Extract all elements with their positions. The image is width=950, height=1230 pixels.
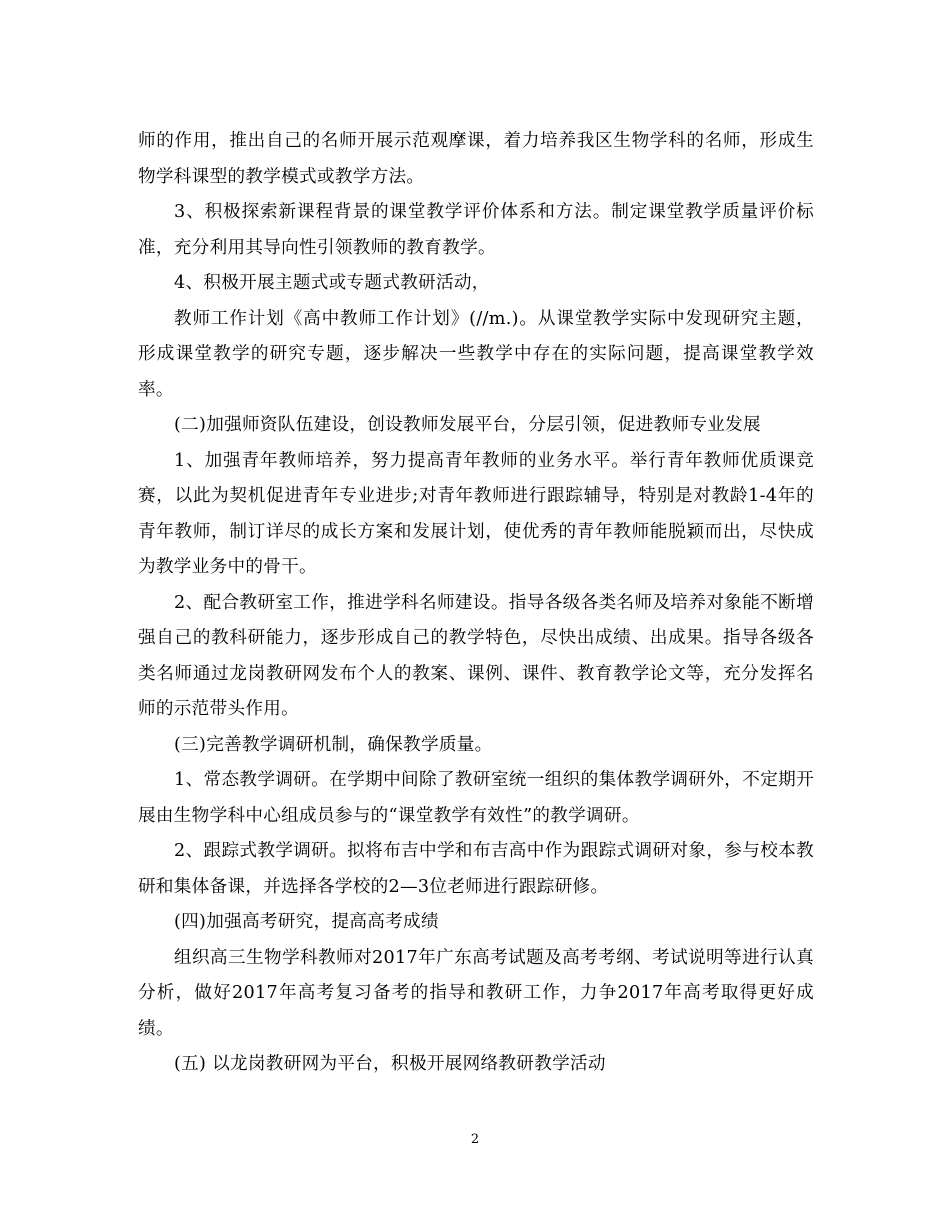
paragraph-continuation: 师的作用，推出自己的名师开展示范观摩课，着力培养我区生物学科的名师，形成生物学科课型的教学模式或教学方法。 xyxy=(138,131,814,187)
section-heading-3: (三)完善教学调研机制，确保教学质量。 xyxy=(174,734,493,755)
section-heading-5: (五) 以龙岗教研网为平台，积极开展网络教研教学活动 xyxy=(174,1054,606,1074)
document-body xyxy=(138,124,814,1083)
paragraph-young-teachers: 1、加强青年教师培养，努力提高青年教师的业务水平。举行青年教师优质课竞赛，以此为契机促进青年专业进步;对青年教师进行跟踪辅导，特别是对教龄1-4年的青年教师，制订详尽的成长方案和发展计划，使优秀的青年教师能脱颖而出，尽快成为教学业务中的骨干。 xyxy=(138,450,814,577)
paragraph-teacher-plan: 教师工作计划《高中教师工作计划》(//m.)。从课堂教学实际中发现研究主题，形成课堂教学的研究专题，逐步解决一些教学中存在的实际问题，提高课堂教学效率。 xyxy=(138,308,814,400)
section-heading-2: (二)加强师资队伍建设，创设教师发展平台，分层引领，促进教师专业发展 xyxy=(174,415,761,435)
page-number: 2 xyxy=(470,1132,480,1147)
paragraph-exam-analysis: 组织高三生物学科教师对2017年广东高考试题及高考考纲、考试说明等进行认真分析，做好2017年高考复习备考的指导和教研工作，力争2017年高考取得更好成绩。 xyxy=(138,947,814,1039)
paragraph-item-4: 4、积极开展主题式或专题式教研活动， xyxy=(174,273,490,293)
section-heading-4: (四)加强高考研究，提高高考成绩 xyxy=(174,912,439,932)
paragraph-routine-research: 1、常态教学调研。在学期中间除了教研室统一组织的集体教学调研外，不定期开展由生物学科中心组成员参与的“课堂教学有效性”的教学调研。 xyxy=(138,770,814,826)
paragraph-item-3: 3、积极探索新课程背景的课堂教学评价体系和方法。制定课堂教学质量评价标准，充分利用其导向性引领教师的教育教学。 xyxy=(138,202,814,258)
paragraph-famous-teachers: 2、配合教研室工作，推进学科名师建设。指导各级各类名师及培养对象能不断增强自己的教科研能力，逐步形成自己的教学特色，尽快出成绩、出成果。指导各级各类名师通过龙岗教研网发布个人的教案、课例、课件、教育教学论文等，充分发挥名师的示范带头作用。 xyxy=(138,592,814,719)
paragraph-tracking-research: 2、跟踪式教学调研。拟将布吉中学和布吉高中作为跟踪式调研对象，参与校本教研和集体备课，并选择各学校的2—3位老师进行跟踪研修。 xyxy=(138,841,814,897)
